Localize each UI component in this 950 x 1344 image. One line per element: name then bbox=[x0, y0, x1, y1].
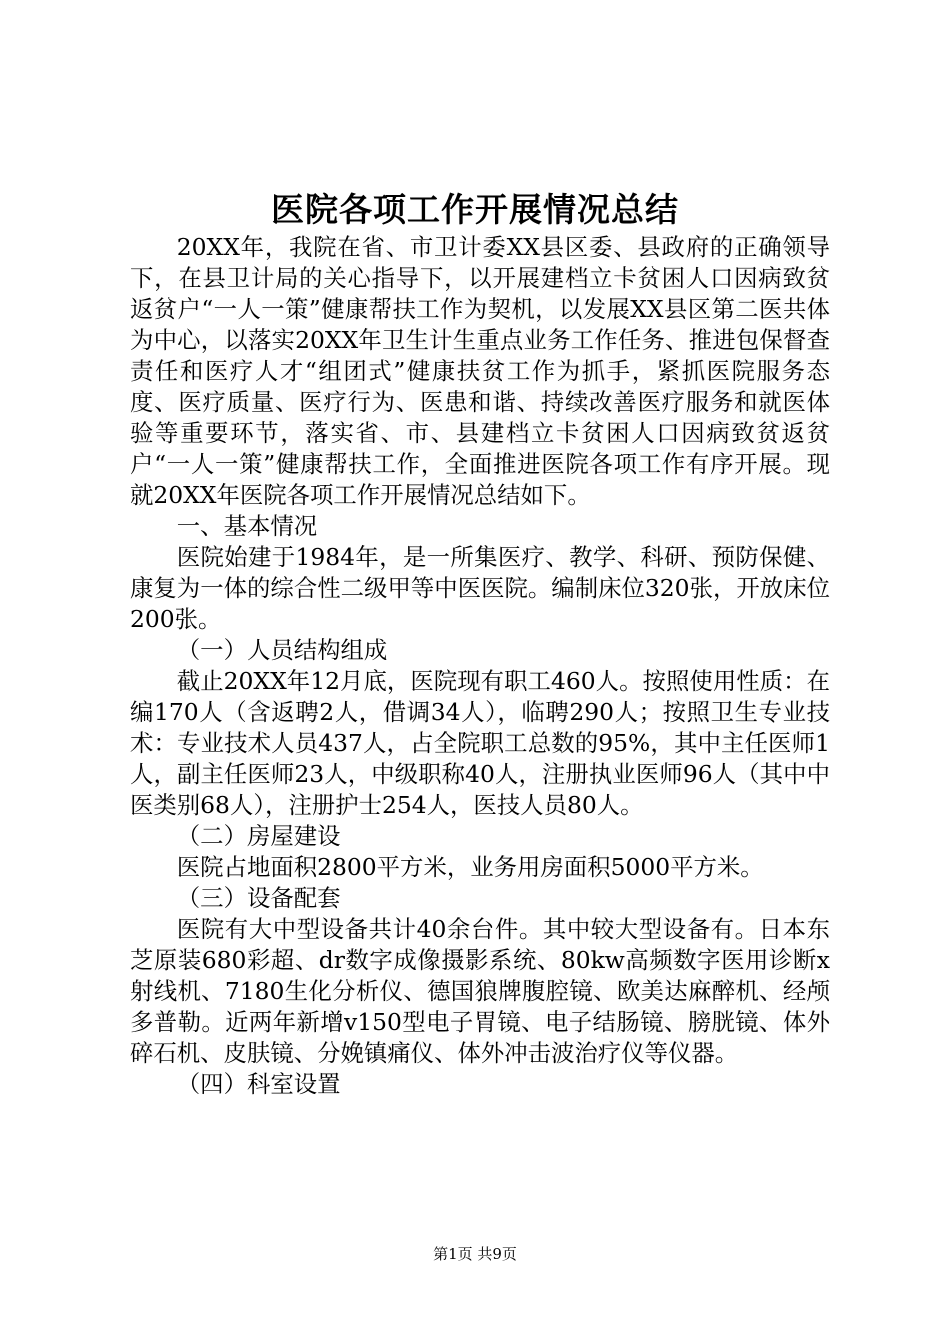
section-heading-basic-situation: 一、基本情况 bbox=[176, 512, 318, 540]
page-number-footer: 第1页 共9页 bbox=[433, 1245, 517, 1263]
buildings-paragraph: 医院占地面积2800平方米，业务用房面积5000平方米。 bbox=[176, 853, 764, 881]
subsection-heading-equipment: （三）设备配套 bbox=[176, 884, 341, 912]
basic-situation-paragraph: 医院始建于1984年，是一所集医疗、教学、科研、预防保健、康复为一体的综合性二级甲等中医医院。编制床位320张，开放床位200张。 bbox=[130, 543, 830, 633]
document-body bbox=[130, 232, 830, 1100]
intro-paragraph: 20XX年，我院在省、市卫计委XX县区委、县政府的正确领导下，在县卫计局的关心指导下，以开展建档立卡贫困人口因病致贫返贫户“一人一策”健康帮扶工作为契机，以发展XX县区第二医共体为中心，以落实20XX年卫生计生重点业务工作任务、推进包保督查责任和医疗人才“组团式”健康扶贫工作为抓手，紧抓医院服务态度、医疗质量、医疗行为、医患和谐、持续改善医疗服务和就医体验等重要环节，落实省、市、县建档立卡贫困人口因病致贫返贫户“一人一策”健康帮扶工作，全面推进医院各项工作有序开展。现就20XX年医院各项工作开展情况总结如下。 bbox=[130, 233, 830, 509]
subsection-heading-buildings: （二）房屋建设 bbox=[176, 822, 341, 850]
subsection-heading-staff: （一）人员结构组成 bbox=[176, 636, 388, 664]
equipment-paragraph: 医院有大中型设备共计40余台件。其中较大型设备有。日本东芝原装680彩超、dr数字成像摄影系统、80kw高频数字医用诊断x射线机、7180生化分析仪、德国狼牌腹腔镜、欧美达麻醉机、经颅多普勒。近两年新增v150型电子胃镜、电子结肠镜、膀胱镜、体外碎石机、皮肤镜、分娩镇痛仪、体外冲击波治疗仪等仪器。 bbox=[130, 915, 830, 1067]
subsection-heading-departments: （四）科室设置 bbox=[176, 1070, 341, 1098]
staff-paragraph: 截止20XX年12月底，医院现有职工460人。按照使用性质：在编170人（含返聘2人，借调34人），临聘290人；按照卫生专业技术：专业技术人员437人，占全院职工总数的95%，其中主任医师1人，副主任医师23人，中级职称40人，注册执业医师96人（其中中医类别68人），注册护士254人，医技人员80人。 bbox=[130, 667, 830, 819]
document-title: 医院各项工作开展情况总结 bbox=[271, 190, 679, 229]
